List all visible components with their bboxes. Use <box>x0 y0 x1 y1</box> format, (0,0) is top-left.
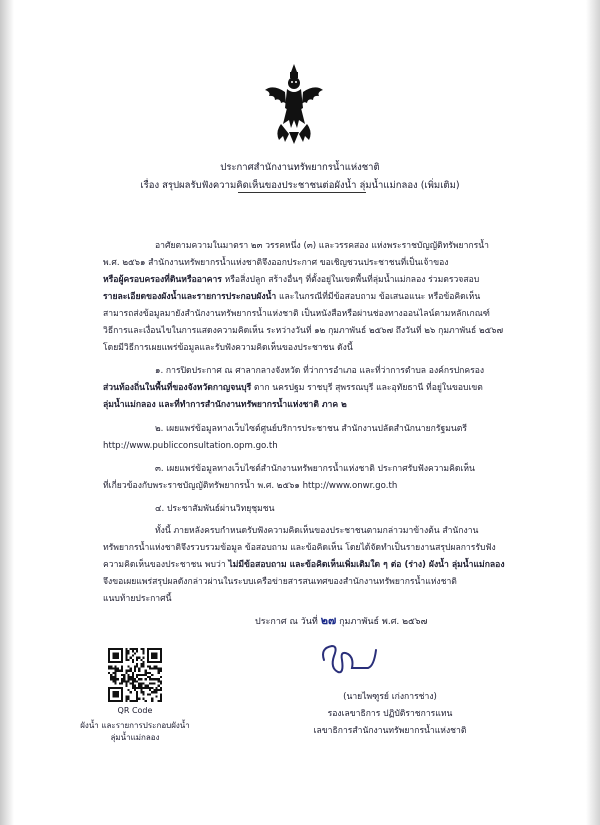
conclusion-line-3 <box>103 559 505 571</box>
intro-line-4-bold-a: รายละเอียดของผังน้ำ <box>103 292 182 302</box>
item-1-line-2 <box>103 382 483 394</box>
item-1-line-2-c: ตาก นครปฐม ราชบุรี สุพรรณบุรี และอุทัยธานี ที่อยู่ในขอบเขต <box>251 383 483 393</box>
date-prefix: ประกาศ ณ วันที่ <box>255 617 318 627</box>
conclusion-line-1: ทั้งนี้ ภายหลังครบกำหนดรับฟังความคิดเห็นของประชาชนตามกล่าวมาข้างต้น สำนักงาน <box>155 526 479 536</box>
item-3-line-1: ๓. เผยแพร่ข้อมูลทางเว็บไซต์สำนักงานทรัพยากรน้ำแห่งชาติ ประกาศรับฟังความคิดเห็น <box>155 464 475 474</box>
qr-label: QR Code <box>117 706 153 715</box>
announcement-date <box>255 615 427 628</box>
date-day: ๒๗ <box>320 614 337 627</box>
signatory-name: (นายไพฑูรย์ เก่งการช่าง) <box>343 692 437 702</box>
intro-line-3-bold: หรือผู้ครอบครองที่ดินหรืออาคาร <box>103 275 222 285</box>
item-1-line-2-a: ส่วนท้องถิ่นในพื้นที่ของ <box>103 383 188 393</box>
intro-line-2: พ.ศ. ๒๕๖๑ สำนักงานทรัพยากรน้ำแห่งชาติจึงออกประกาศ ขอเชิญชวนประชาชนที่เป็นเจ้าของ <box>103 258 449 268</box>
item-2-url[interactable]: http://www.publicconsultation.opm.go.th <box>103 441 278 451</box>
qr-caption-1: ผังน้ำ และรายการประกอบผังน้ำ <box>80 721 190 730</box>
intro-line-4-bold-b: และรายการประกอบผังน้ำ <box>181 292 277 302</box>
item-1-line-3-a: ลุ่มน้ำแม่กลอง <box>103 400 156 410</box>
item-1-line-3 <box>103 399 347 411</box>
intro-line-6: วิธีการและเงื่อนไขในการแสดงความคิดเห็น ระหว่างวันที่ ๑๒ กุมภาพันธ์ ๒๕๖๗ ถึงวันที่ ๒๖ กุมภาพันธ์ ๒๕๖๗ <box>103 326 504 336</box>
header-divider <box>238 192 366 193</box>
announcement-subject: เรื่อง สรุปผลรับฟังความคิดเห็นของประชาชนต่อผังน้ำ ลุ่มน้ำแม่กลอง (เพิ่มเติม) <box>140 180 460 191</box>
conclusion-line-3-a: ความคิดเห็นของประชาชน พบว่า <box>103 560 229 570</box>
intro-line-5: สามารถส่งข้อมูลมายังสำนักงานทรัพยากรน้ำแห่งชาติ เป็นหนังสือหรือผ่านช่องทางออนไลน์ตามหลักเกณฑ์ <box>103 309 490 319</box>
intro-line-1: อาศัยตามความในมาตรา ๒๓ วรรคหนึ่ง (๓) และวรรคสอง แห่งพระราชบัญญัติทรัพยากรน้ำ <box>155 241 489 251</box>
conclusion-line-4: จึงขอเผยแพร่สรุปผลดังกล่าวผ่านในระบบเครือข่ายสารสนเทศของสำนักงานทรัพยากรน้ำแห่งชาติ <box>103 577 457 587</box>
garuda-emblem-icon <box>263 62 325 146</box>
conclusion-line-2: ทรัพยากรน้ำแห่งชาติจึงรวบรวมข้อมูล ข้อสอบถาม และข้อคิดเห็น โดยได้จัดทำเป็นรายงานสรุปผลการรับฟัง <box>103 543 496 553</box>
intro-line-4-rest: และในกรณีที่มีข้อสอบถาม ข้อเสนอแนะ หรือข้อคิดเห็น <box>276 292 481 302</box>
item-4-line: ๔. ประชาสัมพันธ์ผ่านวิทยุชุมชน <box>155 504 275 514</box>
item-1-line-2-b: จังหวัดกาญจนบุรี <box>187 383 252 393</box>
qr-caption-2: ลุ่มน้ำแม่กลอง <box>110 733 160 742</box>
conclusion-line-3-bold: ไม่มีข้อสอบถาม และข้อคิดเห็นเพิ่มเติมใด ๆ ต่อ (ร่าง) ผังน้ำ ลุ่มน้ำแม่กลอง <box>228 560 505 570</box>
announcement-title: ประกาศสำนักงานทรัพยากรน้ำแห่งชาติ <box>220 162 380 173</box>
qr-code[interactable] <box>108 648 162 702</box>
scan-edge-left <box>0 0 14 825</box>
intro-line-3-rest: หรือสิ่งปลูก สร้างอื่นๆ ที่ตั้งอยู่ในเขตพื้นที่ลุ่มน้ำแม่กลอง ร่วมตรวจสอบ <box>221 275 480 285</box>
date-suffix: กุมภาพันธ์ พ.ศ. ๒๕๖๗ <box>339 617 428 627</box>
conclusion-line-5: แนบท้ายประกาศนี้ <box>103 594 172 604</box>
intro-line-4 <box>103 291 480 303</box>
intro-line-7: โดยมีวิธีการเผยแพร่ข้อมูลและรับฟังความคิดเห็นของประชาชน ดังนี้ <box>103 343 353 353</box>
item-3-line-2: ที่เกี่ยวข้องกับพระราชบัญญัติทรัพยากรน้ำ พ.ศ. ๒๕๖๑ http://www.onwr.go.th <box>103 481 398 491</box>
item-1-line-1: ๑. การปิดประกาศ ณ ศาลากลางจังหวัด ที่ว่าการอำเภอ และที่ว่าการตำบล องค์กรปกครอง <box>155 366 485 376</box>
item-1-line-3-b: และที่ทำการสำนักงานทรัพยากรน้ำแห่งชาติ ภาค ๒ <box>155 400 347 410</box>
intro-line-3 <box>103 274 479 286</box>
signatory-position-2: เลขาธิการสำนักงานทรัพยากรน้ำแห่งชาติ <box>313 726 467 736</box>
signatory-position-1: รองเลขาธิการ ปฏิบัติราชการแทน <box>327 709 453 719</box>
handwritten-signature <box>318 638 378 676</box>
scan-edge-right <box>586 0 600 825</box>
item-2-line-1: ๒. เผยแพร่ข้อมูลทางเว็บไซต์ศูนย์บริการประชาชน สำนักงานปลัดสำนักนายกรัฐมนตรี <box>155 424 467 434</box>
